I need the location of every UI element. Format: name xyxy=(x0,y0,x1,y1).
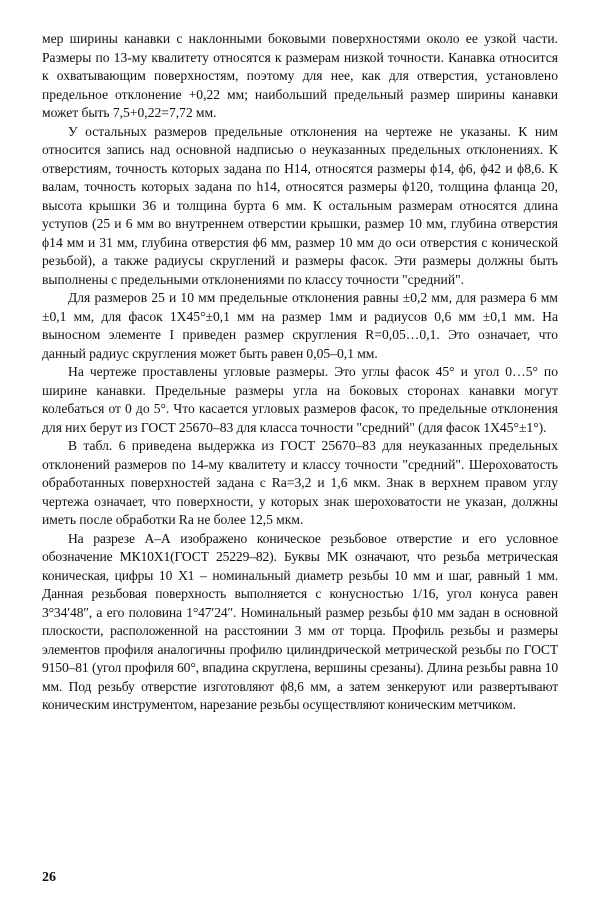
paragraph-5: В табл. 6 приведена выдержка из ГОСТ 25670–83 для неуказанных предельных отклонений размеров по 14-му квалитету и классу точности "средний". Шероховатость обработанных поверхностей задана с Ra=3,2 и 1,6 мкм. Знак в верхнем правом углу чертежа означает, что поверхности, у которых знак шероховатости не указан, должны иметь после обработки Ra не более 12,5 мкм. xyxy=(42,438,558,527)
paragraph-1: мер ширины канавки с наклонными боковыми поверхностями около ее узкой части. Размеры по 13-му квалитету относятся к размерам низкой точности. Канавка относится к охватывающим поверхностям, поэтому для нее, как для отверстия, установлено предельное отклонение +0,22 мм; наибольший предельный размер ширины канавки может быть 7,5+0,22=7,72 мм. xyxy=(42,31,558,120)
page-number: 26 xyxy=(42,870,56,885)
text-column xyxy=(42,30,558,715)
paragraph-3: Для размеров 25 и 10 мм предельные отклонения равны ±0,2 мм, для размера 6 мм ±0,1 мм, для фасок 1Х45°±0,1 мм на размер 1мм и радиусов 0,6 мм ±0,1 мм. На выносном элементе I приведен размер скругления R=0,05…0,1. Это означает, что данный радиус скругления может быть равен 0,05–0,1 мм. xyxy=(42,290,558,361)
paragraph-6: На разрезе А–А изображено коническое резьбовое отверстие и его условное обозначение МК10Х1(ГОСТ 25229–82). Буквы МК означают, что резьба метрическая коническая, цифры 10 Х1 – номинальный диаметр резьбы 10 мм и шаг, равный 1 мм. Данная резьбовая поверхность выполняется с конусностью 1/16, угол конуса равен 3°34′48″, а его половина 1°47′24″. Номинальный размер резьбы ϕ10 мм задан в основной плоскости, расположенной на расстоянии 3 мм от торца. Профиль резьбы и размеры элементов профиля аналогичны профилю цилиндрической метрической резьбы по ГОСТ 9150–81 (угол профиля 60°, впадина скруглена, вершины срезаны). Длина резьбы равна 10 мм. Под резьбу отверстие изготовляют ϕ8,6 мм, а затем зенкеруют или развертывают коническим инструментом, нарезание резьбы осуществляют коническим метчиком. xyxy=(42,530,558,712)
paragraph-4: На чертеже проставлены угловые размеры. Это углы фасок 45° и угол 0…5° по ширине канавки. Предельные размеры угла на боковых сторонах канавки могут колебаться от 0 до 5°. Что касается угловых размеров фасок, то предельные отклонения для них берут из ГОСТ 25670–83 для класса точности "средний" (для фасок 1Х45°±1°). xyxy=(42,364,558,435)
paragraph-2: У остальных размеров предельные отклонения на чертеже не указаны. К ним относится запись над основной надписью о неуказанных предельных отклонениях. К отверстиям, точность которых задана по Н14, относятся размеры ϕ14, ϕ6, ϕ42 и ϕ8,6. К валам, точность которых задана по h14, относятся размеры ϕ120, толщина фланца 20, высота крышки 36 и толщина бурта 6 мм. К остальным размерам относятся длина уступов (25 и 6 мм во внутреннем отверстии крышки, размер 10 мм, глубина отверстия ϕ14 мм и 31 мм, глубина отверстия ϕ6 мм, размер 10 мм до оси отверстия с конической резьбой), а также радиусы скруглений и размеры фасок. Эти размеры должны быть выполнены с предельными отклонениями по классу точности "средний". xyxy=(42,123,558,287)
